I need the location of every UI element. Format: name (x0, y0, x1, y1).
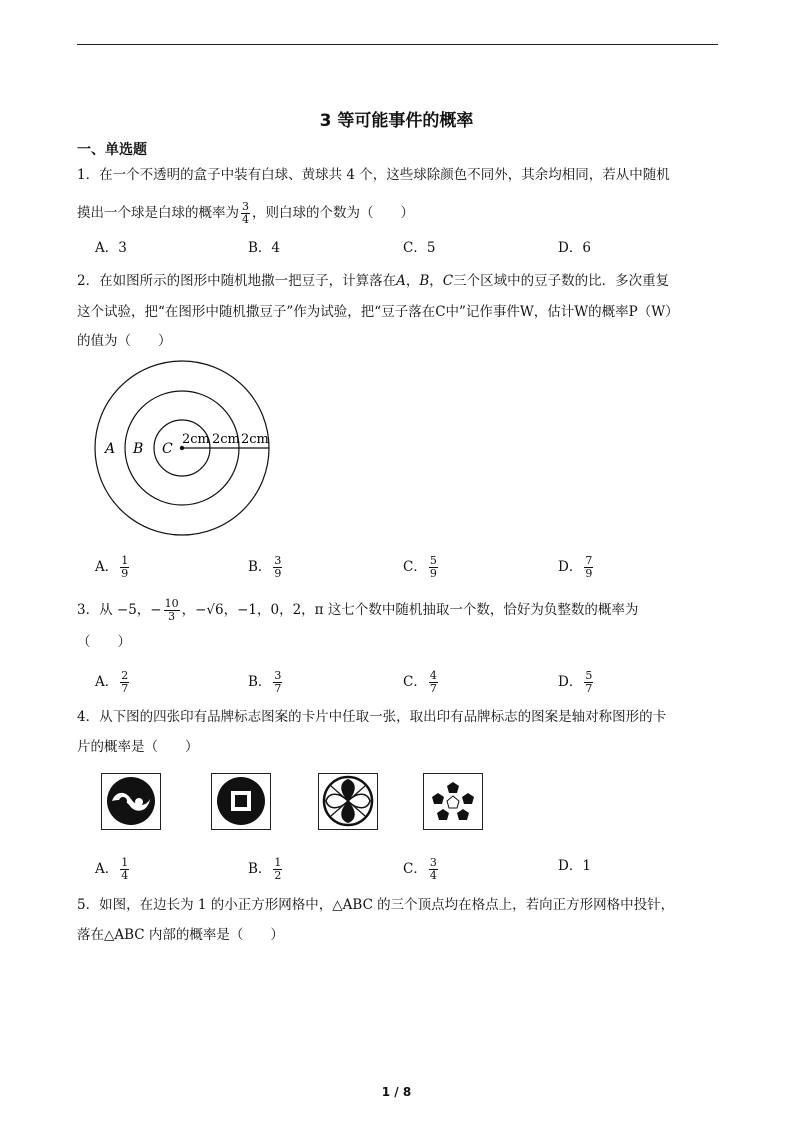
q2-opt-a-den: 9 (121, 567, 129, 580)
q3-option-d[interactable] (558, 670, 595, 695)
q4-opt-a-num: 1 (121, 856, 129, 869)
q4-opt-b-num: 1 (274, 856, 282, 869)
q4-opt-c-den: 4 (429, 869, 437, 882)
q3-frac-num: 10 (164, 597, 179, 610)
q3-opt-a-den: 7 (121, 682, 129, 695)
page-title: 3 等可能事件的概率 (319, 111, 474, 131)
q2-option-d[interactable] (558, 555, 595, 580)
q2-option-a[interactable] (95, 555, 131, 580)
q3-option-a[interactable] (95, 670, 131, 695)
q2-opt-c-num: 5 (429, 554, 437, 567)
q2-opt-b-frac (273, 555, 282, 580)
q3-frac-den: 3 (168, 610, 176, 623)
q2-var-b: B (419, 273, 430, 289)
q1-frac-den: 4 (242, 213, 249, 226)
section-heading: 一、单选题 (77, 142, 147, 158)
q2-opt-a-letter: A． (95, 559, 119, 575)
q2-opt-b-num: 3 (274, 554, 282, 567)
q4-opt-b-frac (273, 857, 282, 882)
q4-line1: 4．从下图的四张印有品牌标志图案的卡片中任取一张，取出印有品牌标志的图案是轴对称图形的卡 (77, 709, 667, 725)
q2-label-b: B (133, 441, 144, 457)
q1-option-c[interactable]: C．5 (403, 240, 436, 256)
q3-opt-b-num: 3 (274, 669, 282, 682)
q2-opt-a-frac (120, 555, 129, 580)
q2-dim-1: 2cm (182, 432, 210, 447)
q1-frac-num: 3 (242, 200, 249, 213)
q3-opt-b-letter: B． (248, 674, 272, 690)
pentagons-logo-icon (424, 774, 482, 829)
q1-option-d[interactable]: D．6 (558, 240, 591, 256)
q2-dim-2: 2cm (212, 432, 240, 447)
q3-option-b[interactable] (248, 670, 284, 695)
q4-option-a[interactable] (95, 857, 131, 882)
q3-fraction (164, 598, 180, 623)
q2-opt-d-frac (584, 555, 593, 580)
q1-line2-pre: 摸出一个球是白球的概率为 (77, 205, 239, 221)
q3-line1-pre: 3．从 −5，− (77, 602, 162, 618)
q4-opt-b-letter: B． (248, 861, 272, 877)
q2-opt-b-den: 9 (274, 567, 282, 580)
q3-line1-post: ，−√6，−1，0，2，π 这七个数中随机抽取一个数，恰好为负整数的概率为 (181, 602, 639, 618)
q3-opt-c-letter: C． (403, 674, 427, 690)
q2-label-c: C (162, 441, 173, 457)
q3-opt-c-num: 4 (429, 669, 437, 682)
q2-line1-post: 三个区域中的豆子数的比．多次重复 (453, 273, 670, 289)
q4-line2: 片的概率是（ ） (77, 739, 199, 755)
q2-opt-c-frac (429, 555, 438, 580)
q4-opt-a-frac (120, 857, 129, 882)
q4-opt-c-letter: C． (403, 861, 427, 877)
q4-logo-card-coin (211, 773, 271, 830)
q4-option-d[interactable] (558, 857, 591, 875)
q3-opt-c-den: 7 (429, 682, 437, 695)
q4-opt-d-text: 1 (582, 858, 591, 874)
q2-opt-c-den: 9 (429, 567, 437, 580)
q2-opt-d-letter: D． (558, 559, 583, 575)
q3-opt-d-frac (584, 670, 593, 695)
q4-opt-a-den: 4 (121, 869, 129, 882)
q5-line2: 落在△ABC 内部的概率是（ ） (77, 927, 284, 943)
q4-option-c[interactable] (403, 857, 440, 882)
q2-option-c[interactable] (403, 555, 440, 580)
swirl-logo-icon (102, 774, 160, 829)
q4-logo-card-petals (318, 773, 378, 830)
q4-opt-d-letter: D． (558, 858, 583, 874)
q4-opt-b-den: 2 (274, 869, 282, 882)
q2-line1-pre: 2．在如图所示的图形中随机地撒一把豆子，计算落在 (77, 273, 397, 289)
q2-opt-c-letter: C． (403, 559, 427, 575)
q4-logo-card-pentagons (423, 773, 483, 830)
petals-logo-icon (319, 774, 377, 829)
q2-opt-d-num: 7 (585, 554, 593, 567)
q3-opt-a-letter: A． (95, 674, 119, 690)
q2-label-a: A (105, 441, 116, 457)
q4-opt-c-num: 3 (429, 856, 437, 869)
q5-line1: 5．如图，在边长为 1 的小正方形网格中，△ABC 的三个顶点均在格点上，若向正方形网格中投针， (77, 897, 675, 913)
q3-opt-a-num: 2 (121, 669, 129, 682)
q2-opt-d-den: 9 (585, 567, 593, 580)
q3-opt-d-den: 7 (585, 682, 593, 695)
q3-opt-b-den: 7 (274, 682, 282, 695)
q1-line1: 1．在一个不透明的盒子中装有白球、黄球共 4 个，这些球除颜色不同外，其余均相同，若从中随机 (77, 167, 670, 183)
q3-opt-d-letter: D． (558, 674, 583, 690)
q3-option-c[interactable] (403, 670, 440, 695)
q2-option-b[interactable] (248, 555, 284, 580)
q3-line1 (77, 598, 638, 623)
q1-option-a[interactable]: A．3 (95, 240, 127, 256)
q4-opt-c-frac (429, 857, 438, 882)
q2-var-a: A (396, 273, 406, 289)
q4-logo-card-swirl (101, 773, 161, 830)
q1-line2-post: ，则白球的个数为（ ） (252, 205, 414, 221)
q3-line2: （ ） (77, 634, 131, 650)
q4-option-b[interactable] (248, 857, 284, 882)
q2-opt-b-letter: B． (248, 559, 272, 575)
q2-opt-a-num: 1 (121, 554, 129, 567)
q2-line3: 的值为（ ） (77, 333, 172, 349)
page-number: 1 / 8 (381, 1085, 412, 1099)
q2-line1: 2．在如图所示的图形中随机地撒一把豆子，计算落在A，B，C三个区域中的豆子数的比．多次重复 (77, 273, 670, 289)
q3-opt-a-frac (120, 670, 129, 695)
q2-var-c: C (442, 273, 454, 289)
q1-option-b[interactable]: B．4 (248, 240, 281, 256)
q4-opt-a-letter: A． (95, 861, 119, 877)
q3-opt-b-frac (273, 670, 282, 695)
coin-logo-icon (212, 774, 270, 829)
q2-dim-3: 2cm (241, 432, 269, 447)
q2-line2: 这个试验，把“在图形中随机撒豆子”作为试验，把“豆子落在C中”记作事件W，估计W的概率P（W） (77, 304, 679, 320)
q3-opt-c-frac (429, 670, 438, 695)
q3-opt-d-num: 5 (585, 669, 593, 682)
